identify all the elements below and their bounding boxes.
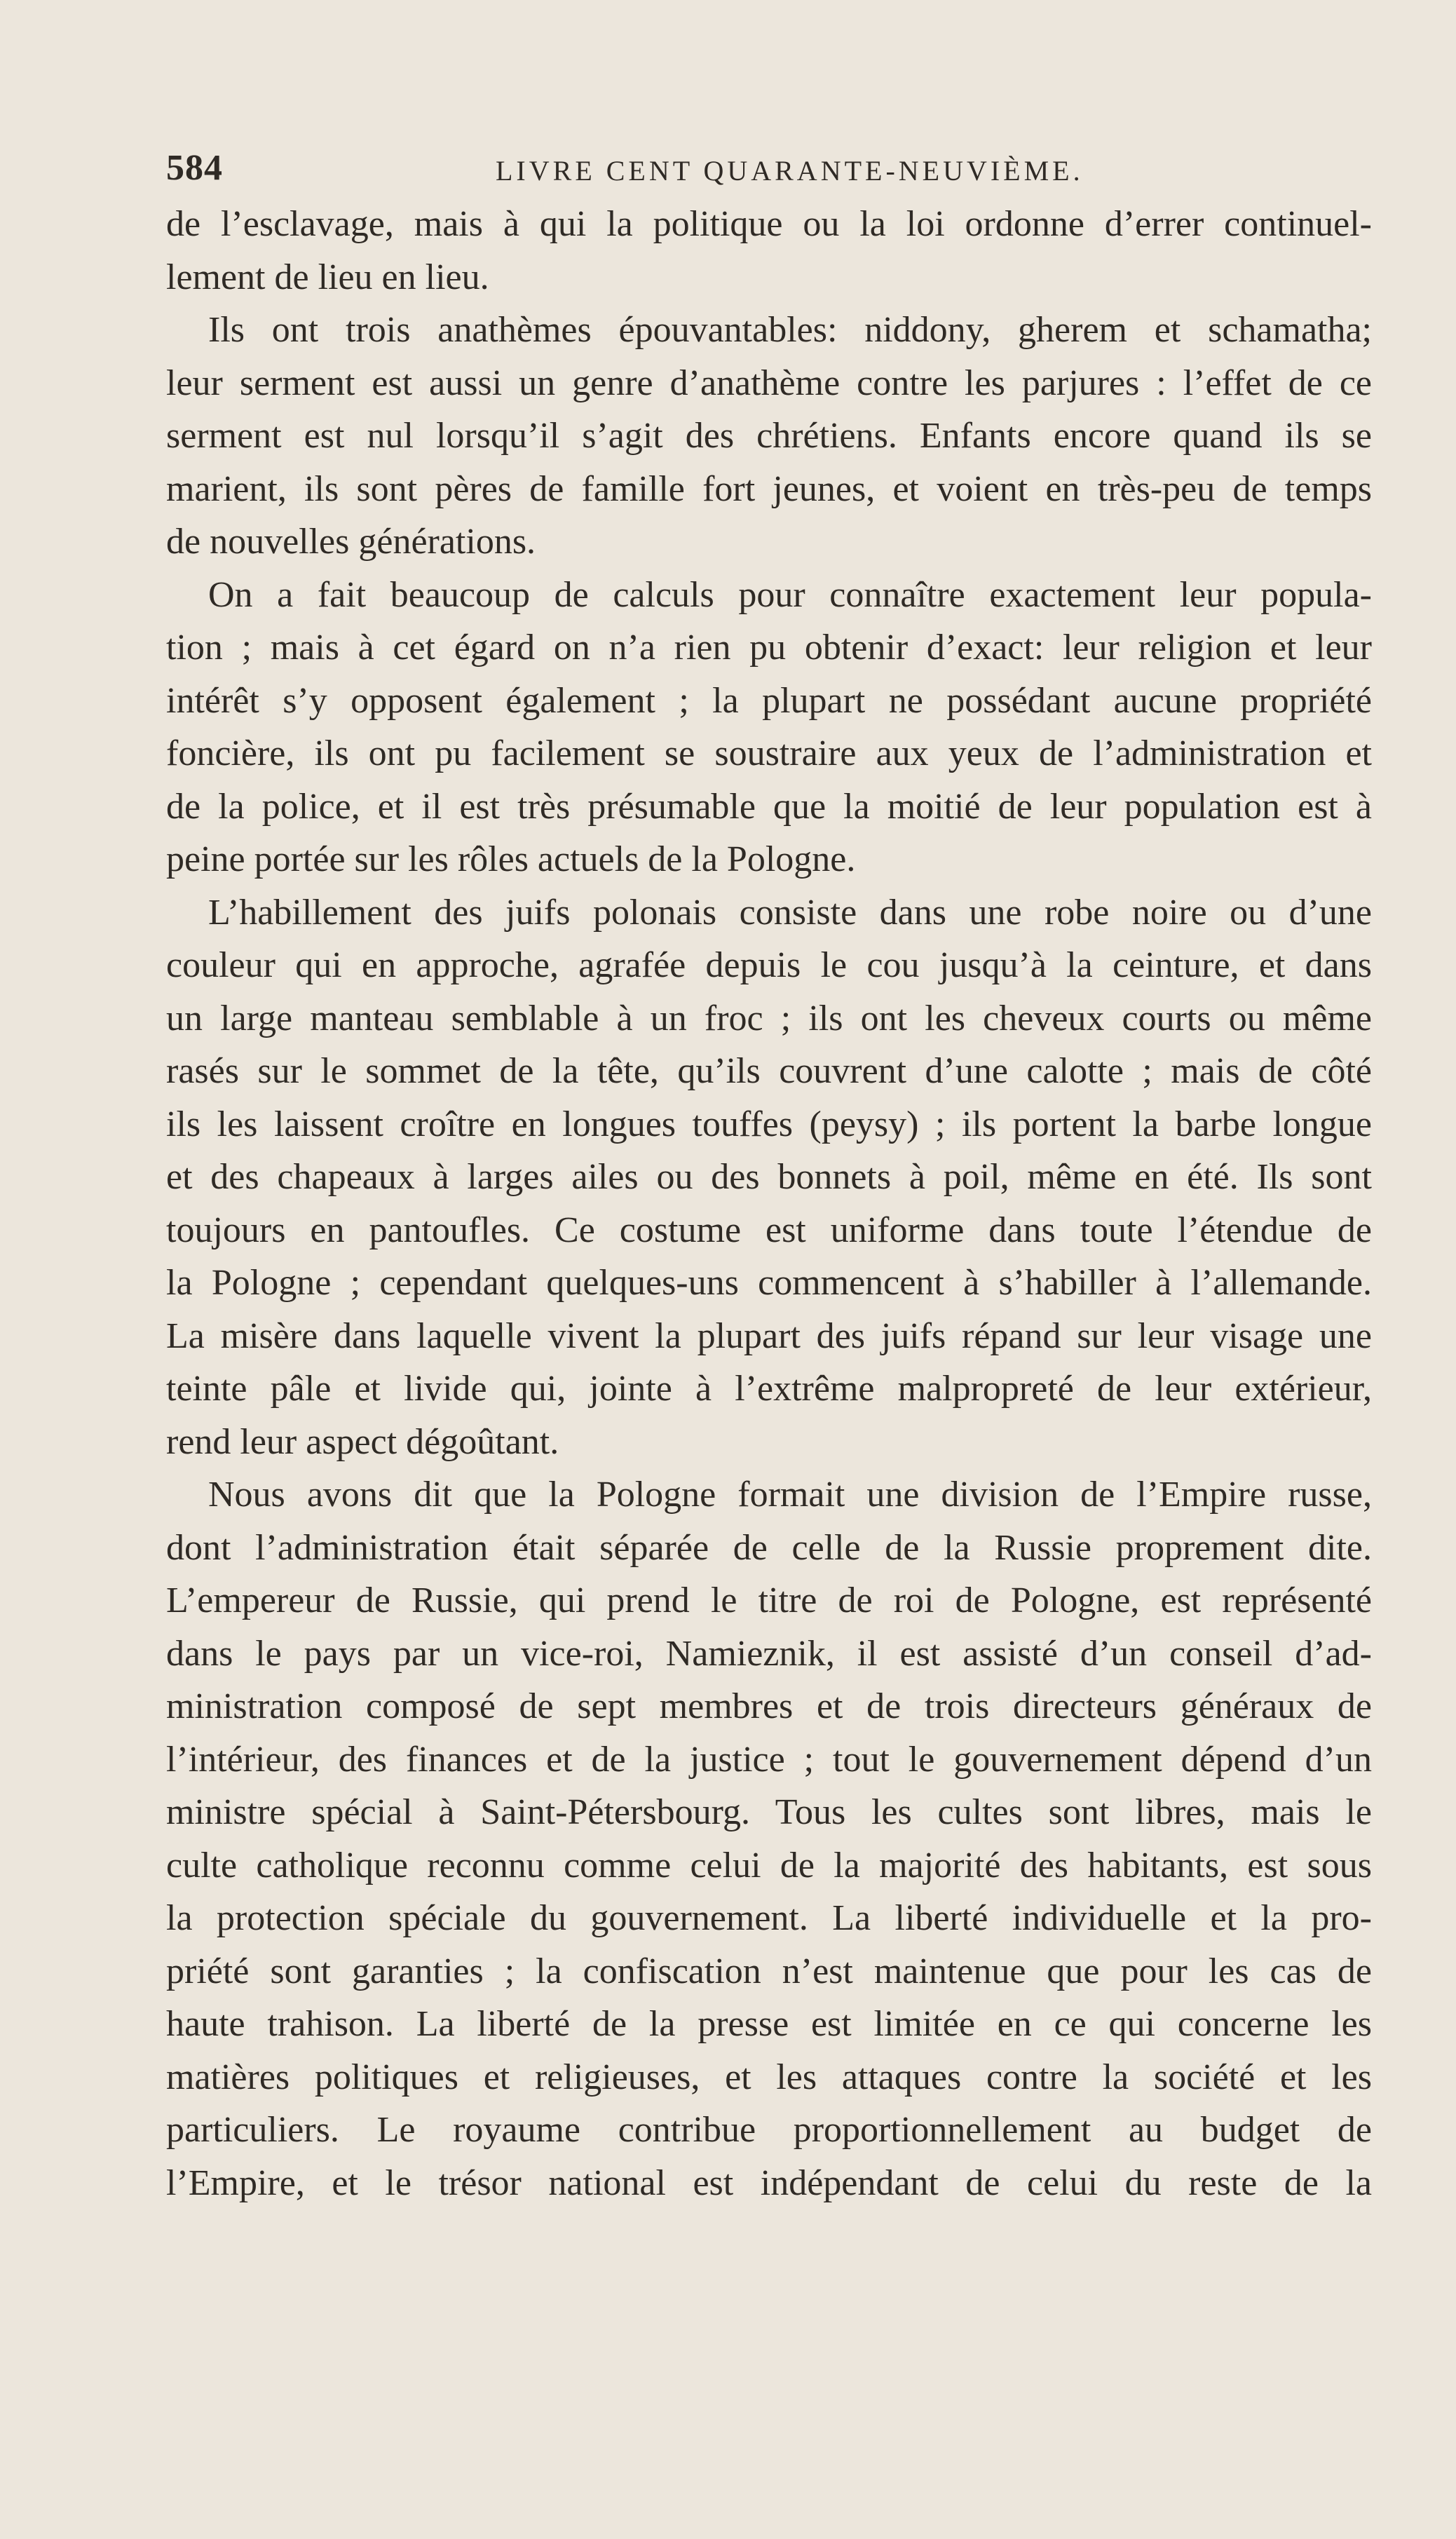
text-line: dont l’administration était séparée de celle de la Russie proprement dite. bbox=[166, 1527, 1372, 1568]
running-title: LIVRE CENT QUARANTE-NEUVIÈME. bbox=[496, 155, 1084, 187]
text-line: couleur qui en approche, agrafée depuis le cou jusqu’à la ceinture, et dans bbox=[166, 945, 1372, 985]
text-line: la Pologne ; cependant quelques-uns commencent à s’habiller à l’allemande. bbox=[166, 1263, 1372, 1303]
page-number: 584 bbox=[166, 148, 223, 188]
text-line: marient, ils sont pères de famille fort jeunes, et voient en très-peu de temps bbox=[166, 468, 1372, 509]
page-header bbox=[166, 147, 1386, 189]
text-line: L’habillement des juifs polonais consiste dans une robe noire ou d’une bbox=[208, 892, 1372, 933]
text-line: l’Empire, et le trésor national est indépendant de celui du reste de la bbox=[166, 2162, 1372, 2203]
text-line: leur serment est aussi un genre d’anathème contre les parjures : l’effet de ce bbox=[166, 363, 1372, 403]
text-line: L’empereur de Russie, qui prend le titre de roi de Pologne, est représenté bbox=[166, 1580, 1372, 1620]
text-line: Nous avons dit que la Pologne formait une division de l’Empire russe, bbox=[208, 1475, 1372, 1515]
text-line: de nouvelles générations. bbox=[166, 522, 536, 562]
text-line: teinte pâle et livide qui, jointe à l’extrême malpropreté de leur extérieur, bbox=[166, 1369, 1372, 1409]
text-line: foncière, ils ont pu facilement se soustraire aux yeux de l’administration et bbox=[166, 733, 1372, 773]
text-line: rasés sur le sommet de la tête, qu’ils couvrent d’une calotte ; mais de côté bbox=[166, 1051, 1372, 1091]
text-line: ministration composé de sept membres et de trois directeurs généraux de bbox=[166, 1686, 1372, 1726]
text-line: particuliers. Le royaume contribue proportionnellement au budget de bbox=[166, 2110, 1372, 2150]
text-line: priété sont garanties ; la confiscation n’est maintenue que pour les cas de bbox=[166, 1951, 1372, 1991]
text-line: rend leur aspect dégoûtant. bbox=[166, 1421, 559, 1462]
text-line: matières politiques et religieuses, et les attaques contre la société et les bbox=[166, 2057, 1372, 2097]
text-line: intérêt s’y opposent également ; la plupart ne possédant aucune propriété bbox=[166, 680, 1372, 721]
text-line: On a fait beaucoup de calculs pour connaître exactement leur popula- bbox=[208, 574, 1372, 615]
text-line: dans le pays par un vice-roi, Namieznik, il est assisté d’un conseil d’ad- bbox=[166, 1633, 1372, 1674]
text-line: de la police, et il est très présumable que la moitié de leur population est à bbox=[166, 786, 1372, 827]
text-line: lement de lieu en lieu. bbox=[166, 257, 489, 297]
text-line: peine portée sur les rôles actuels de la Pologne. bbox=[166, 839, 856, 879]
text-line: toujours en pantoufles. Ce costume est uniforme dans toute l’étendue de bbox=[166, 1210, 1372, 1250]
text-line: haute trahison. La liberté de la presse est limitée en ce qui concerne les bbox=[166, 2004, 1372, 2044]
body-text bbox=[166, 198, 1372, 2209]
text-line: la protection spéciale du gouvernement. La liberté individuelle et la pro- bbox=[166, 1898, 1372, 1938]
text-line: de l’esclavage, mais à qui la politique ou la loi ordonne d’errer continuel- bbox=[166, 204, 1372, 244]
text-line: l’intérieur, des finances et de la justice ; tout le gouvernement dépend d’un bbox=[166, 1739, 1372, 1780]
text-line: ils les laissent croître en longues touffes (peysy) ; ils portent la barbe longue bbox=[166, 1104, 1372, 1144]
text-line: tion ; mais à cet égard on n’a rien pu obtenir d’exact: leur religion et leur bbox=[166, 628, 1372, 668]
text-line: Ils ont trois anathèmes épouvantables: niddony, gherem et schamatha; bbox=[208, 310, 1372, 350]
text-line: un large manteau semblable à un froc ; ils ont les cheveux courts ou même bbox=[166, 998, 1372, 1038]
text-line: serment est nul lorsqu’il s’agit des chrétiens. Enfants encore quand ils se bbox=[166, 416, 1372, 456]
text-line: culte catholique reconnu comme celui de la majorité des habitants, est sous bbox=[166, 1845, 1372, 1885]
text-line: La misère dans laquelle vivent la plupart des juifs répand sur leur visage une bbox=[166, 1315, 1372, 1356]
text-line: ministre spécial à Saint-Pétersbourg. Tous les cultes sont libres, mais le bbox=[166, 1792, 1372, 1832]
text-line: et des chapeaux à larges ailes ou des bonnets à poil, même en été. Ils sont bbox=[166, 1157, 1372, 1197]
